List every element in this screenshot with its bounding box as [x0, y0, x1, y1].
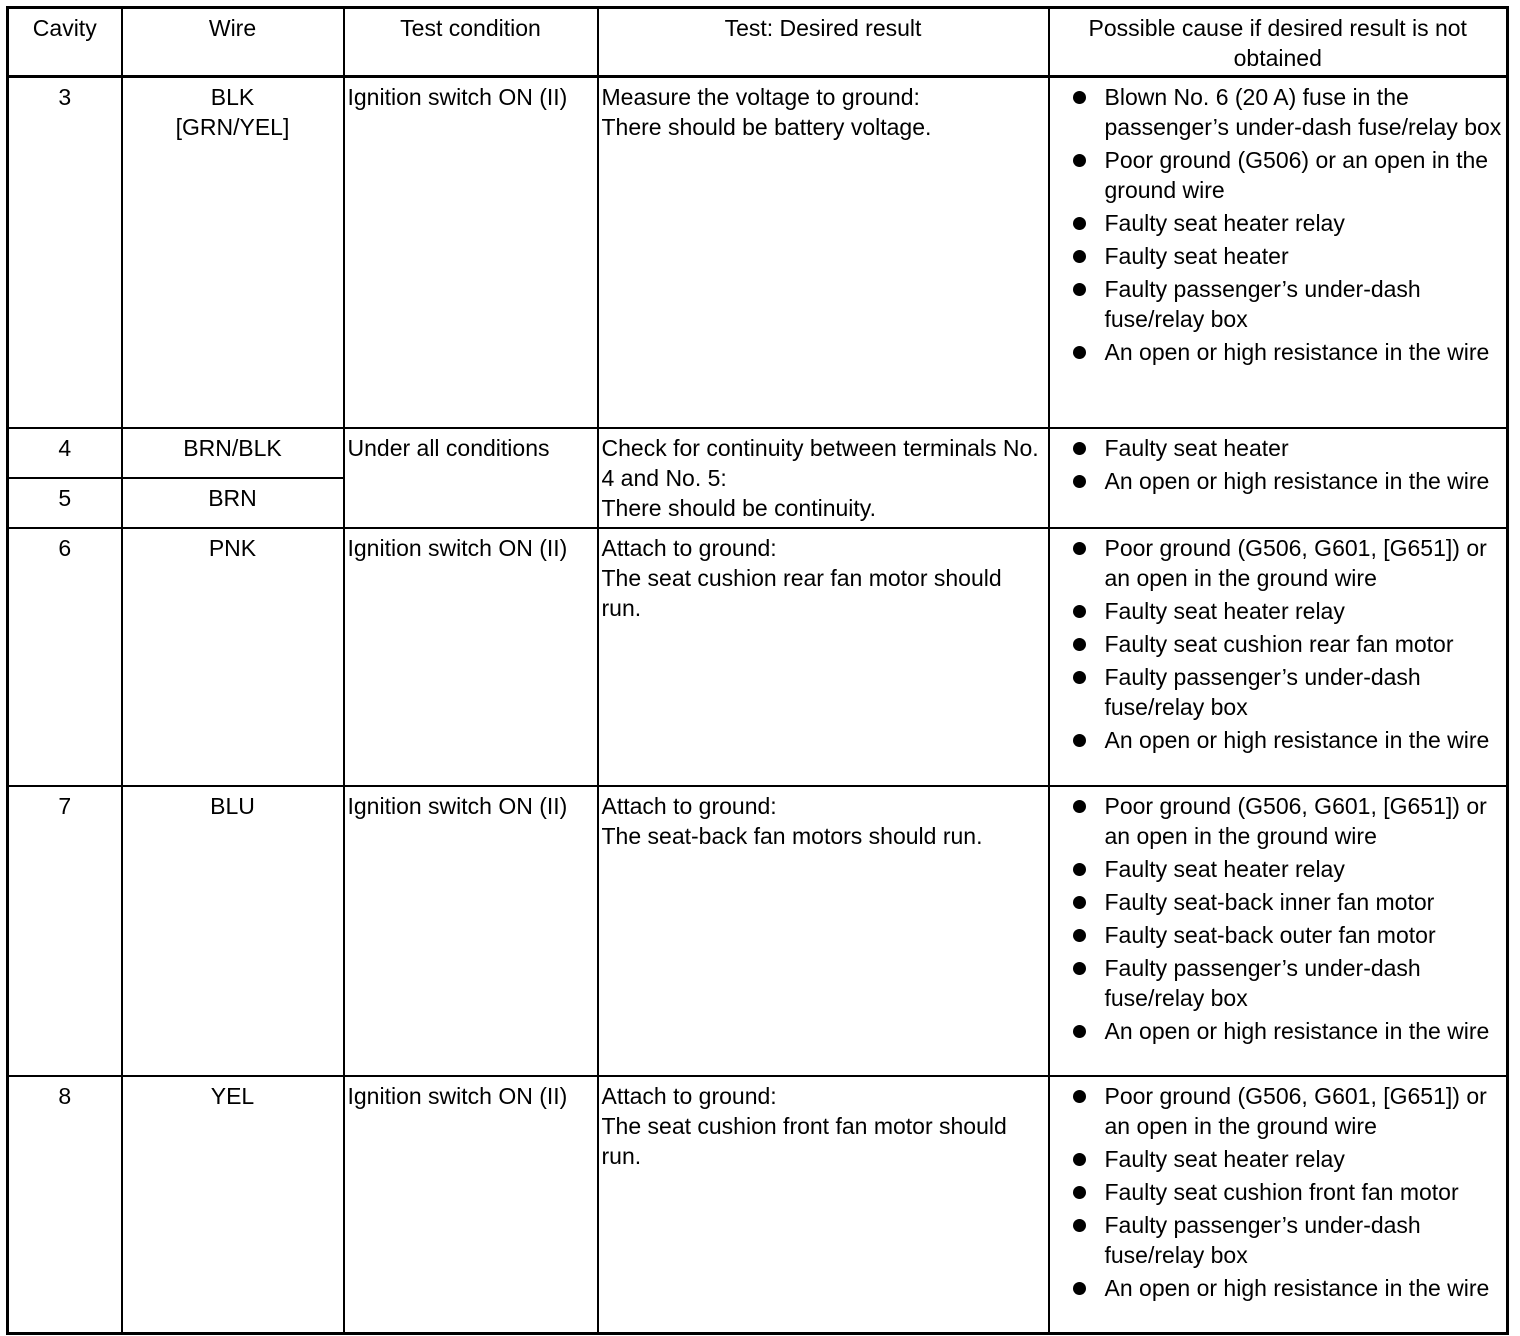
- cause-cell: [1049, 1076, 1508, 1334]
- cause-cell: [1049, 428, 1508, 528]
- wire-cell: BLU: [122, 786, 344, 1076]
- result-expectation: The seat-back fan motors should run.: [601, 822, 983, 849]
- result-expectation: There should be battery voltage.: [601, 114, 932, 140]
- result-expectation: There should be continuity.: [601, 494, 876, 521]
- header-row: [8, 8, 1508, 77]
- header-wire: Wire: [122, 8, 344, 77]
- cause-item: Faulty passenger’s under-dash fuse/relay box: [1053, 274, 1504, 334]
- cause-item: An open or high resistance in the wire: [1053, 1016, 1504, 1046]
- cause-list: [1053, 533, 1504, 755]
- cavity-cell: 7: [8, 786, 122, 1076]
- cause-item: An open or high resistance in the wire: [1053, 725, 1504, 755]
- cause-item: Faulty seat heater relay: [1053, 596, 1504, 626]
- cavity-cell: 3: [8, 77, 122, 428]
- result-cell: [598, 77, 1049, 428]
- cause-item: An open or high resistance in the wire: [1053, 466, 1504, 496]
- cause-item: Faulty seat-back inner fan motor: [1053, 887, 1504, 917]
- result-instruction: Attach to ground:: [601, 534, 777, 561]
- result-expectation: The seat cushion front fan motor should run.: [601, 1112, 1007, 1169]
- result-instruction: Attach to ground:: [601, 792, 777, 819]
- cause-item: Poor ground (G506, G601, [G651]) or an open in the ground wire: [1053, 533, 1504, 593]
- wire-color-alt: [GRN/YEL]: [175, 114, 290, 140]
- connector-test-table: [6, 6, 1509, 1335]
- page: [6, 6, 1509, 1335]
- cavity-cell: 5: [8, 478, 122, 528]
- cause-item: Faulty seat heater relay: [1053, 1144, 1504, 1174]
- condition-cell: Ignition switch ON (II): [344, 786, 598, 1076]
- table-row: [8, 77, 1508, 428]
- cause-list: [1053, 791, 1504, 1046]
- header-cavity: Cavity: [8, 8, 122, 77]
- wire-cell: BRN: [122, 478, 344, 528]
- cause-list: [1053, 82, 1504, 367]
- cause-item: Poor ground (G506, G601, [G651]) or an open in the ground wire: [1053, 791, 1504, 851]
- wire-cell: YEL: [122, 1076, 344, 1334]
- wire-cell: BRN/BLK: [122, 428, 344, 478]
- condition-cell: Ignition switch ON (II): [344, 77, 598, 428]
- table-row: [8, 1076, 1508, 1334]
- table-row: [8, 786, 1508, 1076]
- cause-item: Faulty seat-back outer fan motor: [1053, 920, 1504, 950]
- result-instruction: Measure the voltage to ground:: [601, 84, 920, 110]
- cause-item: Faulty seat cushion front fan motor: [1053, 1177, 1504, 1207]
- cause-item: Faulty passenger’s under-dash fuse/relay box: [1053, 1210, 1504, 1270]
- cause-cell: [1049, 528, 1508, 786]
- result-cell: [598, 1076, 1049, 1334]
- cause-item: An open or high resistance in the wire: [1053, 337, 1504, 367]
- cavity-cell: 8: [8, 1076, 122, 1334]
- header-test-condition: Test condition: [344, 8, 598, 77]
- cause-item: Faulty passenger’s under-dash fuse/relay box: [1053, 953, 1504, 1013]
- cause-item: Poor ground (G506, G601, [G651]) or an open in the ground wire: [1053, 1081, 1504, 1141]
- cause-item: Faulty seat heater relay: [1053, 208, 1504, 238]
- result-cell: [598, 428, 1049, 528]
- condition-cell: Ignition switch ON (II): [344, 528, 598, 786]
- condition-cell: Under all conditions: [344, 428, 598, 528]
- cause-item: Poor ground (G506) or an open in the ground wire: [1053, 145, 1504, 205]
- cavity-cell: 4: [8, 428, 122, 478]
- cause-item: Faulty seat heater: [1053, 433, 1504, 463]
- result-cell: [598, 786, 1049, 1076]
- cause-item: Faulty seat heater relay: [1053, 854, 1504, 884]
- result-expectation: The seat cushion rear fan motor should run.: [601, 564, 1002, 621]
- result-instruction: Check for continuity between terminals No. 4 and No. 5:: [601, 434, 1039, 491]
- cause-item: Blown No. 6 (20 A) fuse in the passenger’s under-dash fuse/relay box: [1053, 82, 1504, 142]
- result-instruction: Attach to ground:: [601, 1082, 777, 1109]
- cavity-cell: 6: [8, 528, 122, 786]
- table-row: [8, 428, 1508, 478]
- cause-item: An open or high resistance in the wire: [1053, 1273, 1504, 1303]
- wire-cell: PNK: [122, 528, 344, 786]
- cause-cell: [1049, 77, 1508, 428]
- header-desired-result: Test: Desired result: [598, 8, 1049, 77]
- cause-cell: [1049, 786, 1508, 1076]
- cause-item: Faulty passenger’s under-dash fuse/relay box: [1053, 662, 1504, 722]
- wire-color: BLK: [210, 84, 255, 110]
- header-possible-cause: Possible cause if desired result is not obtained: [1049, 8, 1508, 77]
- wire-cell: [122, 77, 344, 428]
- table-row: [8, 528, 1508, 786]
- cause-list: [1053, 1081, 1504, 1303]
- cause-item: Faulty seat heater: [1053, 241, 1504, 271]
- condition-cell: Ignition switch ON (II): [344, 1076, 598, 1334]
- cause-list: [1053, 433, 1504, 496]
- result-cell: [598, 528, 1049, 786]
- cause-item: Faulty seat cushion rear fan motor: [1053, 629, 1504, 659]
